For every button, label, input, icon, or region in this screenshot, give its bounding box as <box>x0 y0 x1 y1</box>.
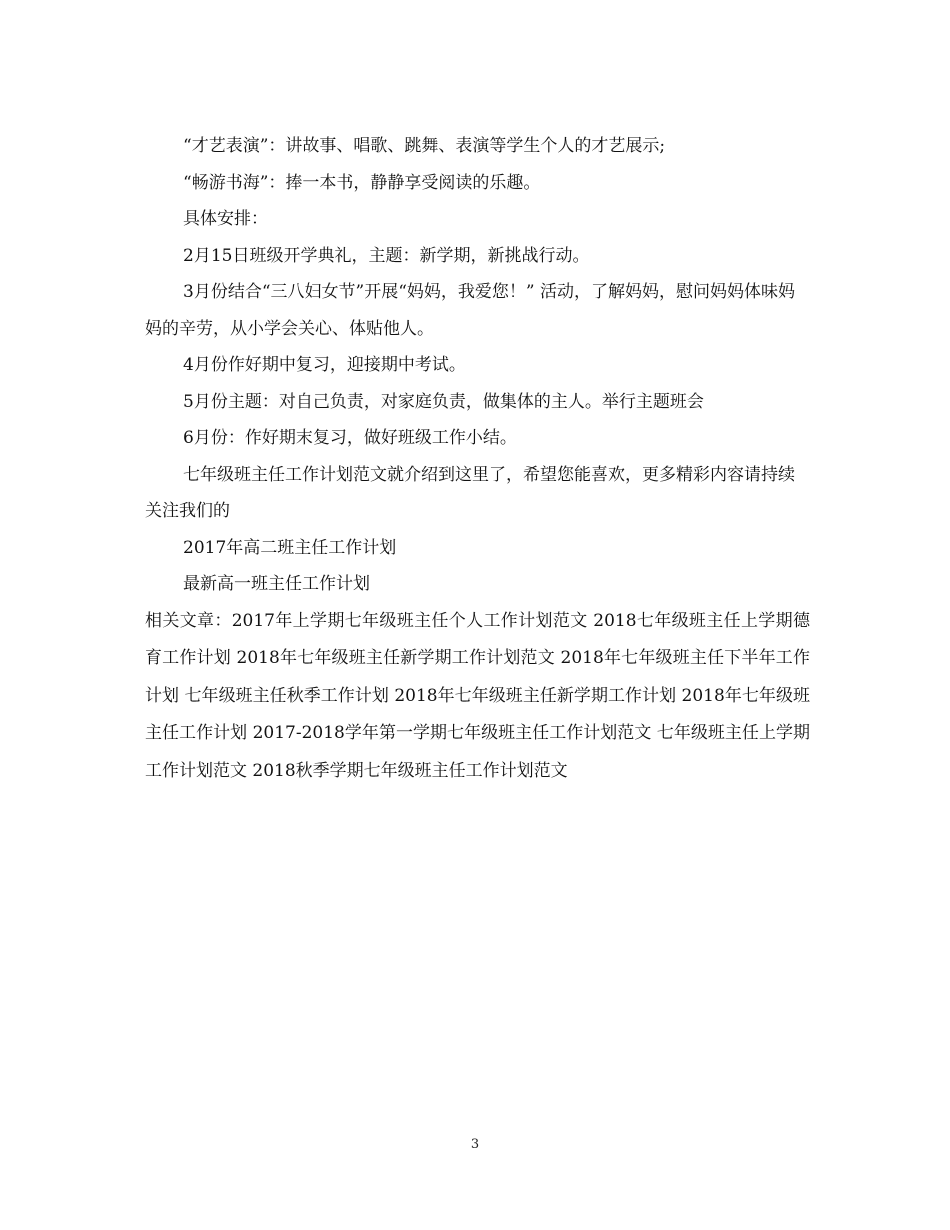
paragraph-april: 4月份作好期中复习，迎接期中考试。 <box>183 355 466 375</box>
paragraph-march: 3月份结合“三八妇女节”开展“妈妈，我爱您！” 活动，了解妈妈，慰问妈妈体味妈妈的辛劳，从小学会关心、体贴他人。 <box>145 282 795 339</box>
page-number: 3 <box>470 1137 480 1152</box>
paragraph-conclusion: 七年级班主任工作计划范文就介绍到这里了，希望您能喜欢，更多精彩内容请持续关注我们的 <box>145 464 795 521</box>
paragraph-may: 5月份主题：对自己负责，对家庭负责，做集体的主人。举行主题班会 <box>183 391 704 412</box>
paragraph-reading: “畅游书海”：捧一本书，静静享受阅读的乐趣。 <box>183 172 541 193</box>
related-link-grade-10[interactable]: 最新高一班主任工作计划 <box>183 574 370 594</box>
related-link-grade-11[interactable]: 2017年高二班主任工作计划 <box>183 537 397 558</box>
related-articles: 相关文章：2017年上学期七年级班主任个人工作计划范文 2018七年级班主任上学期德育工作计划 2018年七年级班主任新学期工作计划范文 2018年七年级班主任下半年工作计划 七年级班主任秋季工作计划 2018年七年级班主任新学期工作计划 2018年七年级班主任工作计划 2017-2018学年第一学期七年级班主任工作计划范文 七年级班主任上学期工作计划范文 2018秋季学期七年级班主任工作计划范文 <box>145 610 810 781</box>
paragraph-schedule-heading: 具体安排： <box>183 209 268 229</box>
paragraph-february: 2月15日班级开学典礼，主题：新学期，新挑战行动。 <box>183 245 590 266</box>
paragraph-talent-show: “才艺表演”：讲故事、唱歌、跳舞、表演等学生个人的才艺展示; <box>183 136 666 156</box>
paragraph-june: 6月份：作好期末复习，做好班级工作小结。 <box>183 428 517 448</box>
document-body <box>145 128 810 790</box>
